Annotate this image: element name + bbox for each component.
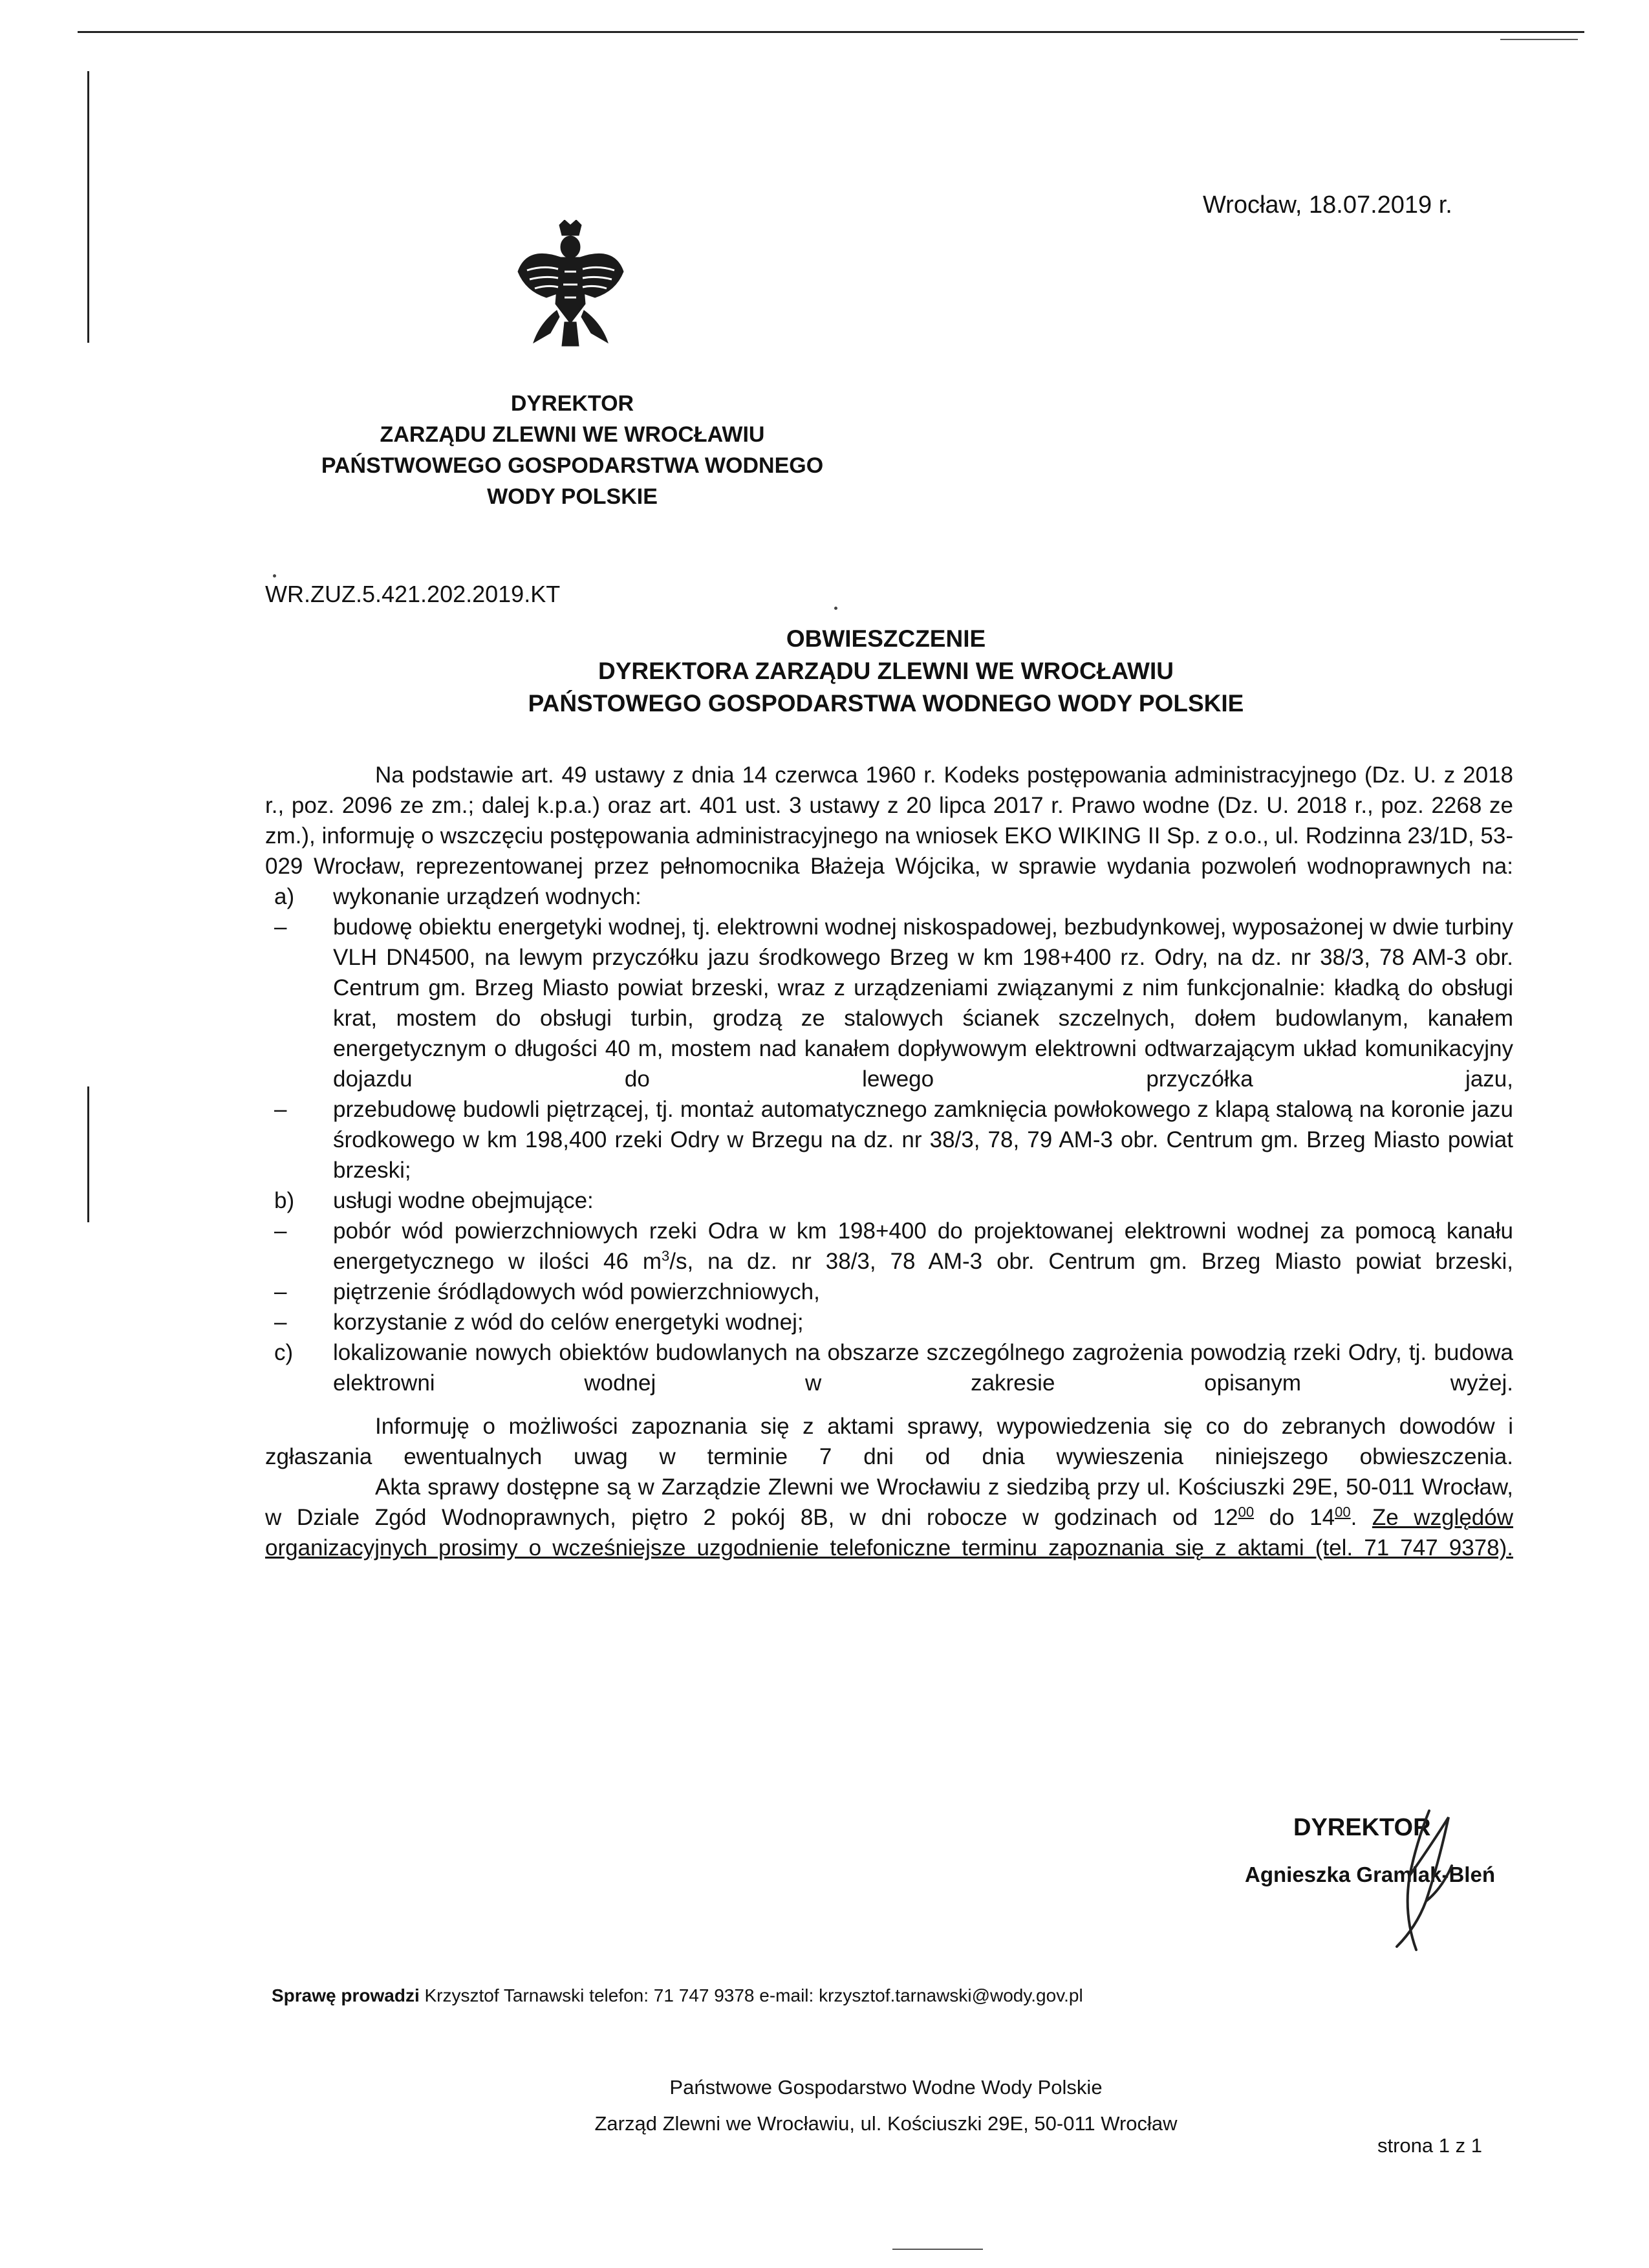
text-run: Akta sprawy dostępne są w Zarządzie Zlewni we Wrocławiu z siedzibą przy ul. Kościuszki 29E, 50-011 Wrocław, w Dziale Zgód Wodnoprawnych, piętro 2 pokój 8B, w dni robocze w godzinach od 12 xyxy=(265,1474,1513,1530)
superscript: 00 xyxy=(1335,1504,1351,1520)
document-date: Wrocław, 18.07.2019 r. xyxy=(1203,191,1452,219)
signatory-name: Agnieszka Gramlak-Bleń xyxy=(1245,1863,1495,1886)
scan-margin-mark xyxy=(87,1086,89,1222)
scan-margin-mark xyxy=(87,71,89,343)
dash-marker: – xyxy=(274,1310,287,1335)
signature-title: DYREKTOR xyxy=(1293,1814,1431,1841)
dash-marker: – xyxy=(274,1279,287,1304)
section-b xyxy=(265,1185,1513,1216)
polish-eagle-emblem-icon xyxy=(514,220,627,349)
scan-top-rule xyxy=(78,31,1584,33)
page-number: strona 1 z 1 xyxy=(1377,2134,1482,2157)
section-text: lokalizowanie nowych obiektów budowlanych na obszarze szczególnego zagrożenia powodzią rzeki Odry, tj. budowa elektrowni wodnej w zakresie opisanym wyżej. xyxy=(333,1340,1513,1396)
heading-line: DYREKTORA ZARZĄDU ZLEWNI WE WROCŁAWIU xyxy=(598,658,1174,684)
section-marker: a) xyxy=(274,884,295,909)
issuer-line: PAŃSTWOWEGO GOSPODARSTWA WODNEGO xyxy=(321,453,824,478)
dash-marker: – xyxy=(274,914,287,940)
list-item xyxy=(265,1094,1513,1185)
text-run: . xyxy=(1350,1505,1372,1530)
case-handler-contact xyxy=(272,1985,1083,2006)
underlined-note: Ze względów organizacyjnych prosimy o wcześniejsze uzgodnienie telefoniczne terminu zapoznania się z aktami (tel. 71 747 9378). xyxy=(265,1505,1514,1561)
list-item-text: przebudowę budowli piętrzącej, tj. montaż automatycznego zamknięcia powłokowego z klapą stalową na koronie jazu środkowego w km 198,400 rzeki Odry w Brzegu na dz. nr 38/3, 78, 79 AM-3 obr. Centrum gm. Brzeg Miasto powiat brzeski; xyxy=(333,1097,1513,1183)
section-a xyxy=(265,881,1513,912)
handwritten-signature-icon xyxy=(1371,1804,1468,1953)
section-label: wykonanie urządzeń wodnych: xyxy=(333,884,641,909)
superscript: 00 xyxy=(1238,1504,1255,1520)
scan-dash xyxy=(892,2249,983,2250)
list-item xyxy=(265,912,1513,1094)
section-c xyxy=(265,1337,1513,1398)
text-run: pobór wód powierzchniowych rzeki Odra w km 198+400 do projektowanej elektrowni wodnej za pomocą kanału energetycznego w ilości 46 m xyxy=(333,1218,1513,1274)
issuer-line: DYREKTOR xyxy=(510,391,634,416)
list-item-text: piętrzenie śródlądowych wód powierzchniowych, xyxy=(333,1279,820,1304)
notice-body xyxy=(265,760,1513,1563)
files-paragraph xyxy=(265,1472,1513,1563)
section-marker: b) xyxy=(274,1188,295,1213)
list-item-text: korzystanie z wód do celów energetyki wodnej; xyxy=(333,1310,804,1335)
section-label: usługi wodne obejmujące: xyxy=(333,1188,594,1213)
list-item-text xyxy=(333,1216,1513,1277)
text-run: do 14 xyxy=(1254,1505,1335,1530)
issuer-line: WODY POLSKIE xyxy=(487,484,658,509)
superscript: 3 xyxy=(662,1247,670,1264)
list-item xyxy=(265,1307,1513,1337)
page-footer xyxy=(414,2069,1358,2142)
scan-speck xyxy=(834,607,837,610)
heading-line: OBWIESZCZENIE xyxy=(786,625,986,652)
intro-paragraph: Na podstawie art. 49 ustawy z dnia 14 czerwca 1960 r. Kodeks postępowania administracyjnego (Dz. U. z 2018 r., poz. 2096 ze zm.; dalej k.p.a.) oraz art. 401 ust. 3 ustawy z 20 lipca 2017 r. Prawo wodne (Dz. U. 2018 r., poz. 2268 ze zm.), informuję o wszczęciu postępowania administracyjnego na wniosek EKO WIKING II Sp. z o.o., ul. Rodzinna 23/1D, 53-029 Wrocław, reprezentowanej przez pełnomocnika Błażeja Wójcika, w sprawie wydania pozwoleń wodnoprawnych na: xyxy=(265,762,1513,879)
info-paragraph: Informuję o możliwości zapoznania się z aktami sprawy, wypowiedzenia się co do zebranych dowodów i zgłaszania ewentualnych uwag w terminie 7 dni od dnia wywieszenia niniejszego obwieszczenia. xyxy=(265,1414,1513,1469)
dash-marker: – xyxy=(274,1097,287,1122)
issuer-block xyxy=(194,388,951,512)
issuer-line: ZARZĄDU ZLEWNI WE WROCŁAWIU xyxy=(380,422,765,447)
heading-line: PAŃSTOWEGO GOSPODARSTWA WODNEGO WODY POLSKIE xyxy=(528,690,1244,717)
notice-heading xyxy=(414,623,1358,720)
footer-line: Państwowe Gospodarstwo Wodne Wody Polskie xyxy=(669,2076,1103,2099)
section-marker: c) xyxy=(274,1340,294,1365)
list-item-text: budowę obiektu energetyki wodnej, tj. elektrowni wodnej niskospadowej, bezbudynkowej, wyposażonej w dwie turbiny VLH DN4500, na lewym przyczółku jazu środkowego Brzeg w km 198+400 rz. Odry, na dz. nr 38/3, 78 AM-3 obr. Centrum gm. Brzeg Miasto powiat brzeski, wraz z urządzeniami związanymi z nim funkcjonalnie: kładką do obsługi krat, mostem do obsługi turbin, grodzą ze stalowych ścianek szczelnych, dołem budowlanym, kanałem energetycznym o długości 40 m, mostem nad kanałem dopływowym elektrowni odtwarzającym układ komunikacyjny dojazdu do lewego przyczółka jazu, xyxy=(333,914,1513,1092)
scan-dash xyxy=(1500,39,1578,40)
contact-details: Krzysztof Tarnawski telefon: 71 747 9378 e-mail: krzysztof.tarnawski@wody.gov.pl xyxy=(424,1985,1083,2005)
case-reference: WR.ZUZ.5.421.202.2019.KT xyxy=(265,581,561,607)
dash-marker: – xyxy=(274,1218,287,1244)
list-item xyxy=(265,1216,1513,1277)
list-item xyxy=(265,1277,1513,1307)
scan-speck xyxy=(273,574,276,578)
contact-label: Sprawę prowadzi xyxy=(272,1985,420,2005)
text-run: /s, na dz. nr 38/3, 78 AM-3 obr. Centrum gm. Brzeg Miasto powiat brzeski, xyxy=(669,1249,1513,1274)
footer-line: Zarząd Zlewni we Wrocławiu, ul. Kościuszki 29E, 50-011 Wrocław xyxy=(594,2112,1178,2135)
